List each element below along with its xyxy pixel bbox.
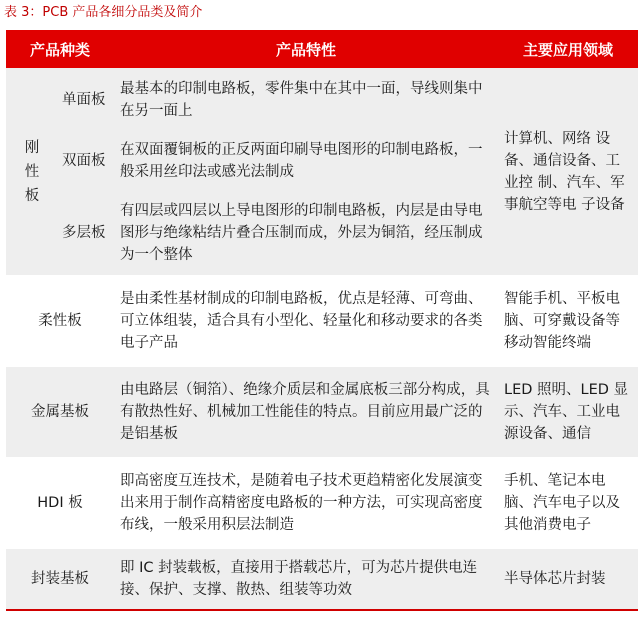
double-sided-label: 双面板 bbox=[58, 132, 114, 190]
table-row bbox=[6, 366, 638, 458]
table-row bbox=[6, 458, 638, 548]
double-sided-feature: 在双面覆铜板的正反两面印刷导电图形的印制电路板，一般采用丝印法或感光法制成 bbox=[114, 132, 498, 190]
package-substrate-label: 封装基板 bbox=[6, 548, 114, 610]
rigid-board-application: 计算机、网络 设备、通信设备、工业控 制、汽车、军事航空等电 子设备 bbox=[498, 68, 638, 276]
header-application: 主要应用领域 bbox=[498, 30, 638, 68]
package-substrate-application: 半导体芯片封装 bbox=[498, 548, 638, 610]
metal-substrate-label: 金属基板 bbox=[6, 366, 114, 458]
header-type: 产品种类 bbox=[6, 30, 114, 68]
flexible-board-label: 柔性板 bbox=[6, 276, 114, 366]
flexible-board-application: 智能手机、平板电脑、可穿戴设备等移动智能终端 bbox=[498, 276, 638, 366]
header-feature: 产品特性 bbox=[114, 30, 498, 68]
pcb-category-table bbox=[6, 30, 638, 611]
table-row bbox=[6, 68, 638, 132]
hdi-board-label: HDI 板 bbox=[6, 458, 114, 548]
table-row bbox=[6, 548, 638, 610]
table-caption: 表 3：PCB 产品各细分品类及简介 bbox=[4, 5, 203, 20]
flexible-board-feature: 是由柔性基材制成的印制电路板，优点是轻薄、可弯曲、可立体组装，适合具有小型化、轻量化和移动要求的各类电子产品 bbox=[114, 276, 498, 366]
multilayer-label: 多层板 bbox=[58, 190, 114, 276]
package-substrate-feature: 即 IC 封装载板，直接用于搭载芯片，可为芯片提供电连接、保护、支撑、散热、组装等功效 bbox=[114, 548, 498, 610]
rigid-board-label: 刚性板 bbox=[6, 68, 58, 276]
single-sided-label: 单面板 bbox=[58, 68, 114, 132]
multilayer-feature: 有四层或四层以上导电图形的印制电路板，内层是由导电图形与绝缘粘结片叠合压制而成，外层为铜箔，经压制成为一个整体 bbox=[114, 190, 498, 276]
table-row bbox=[6, 276, 638, 366]
metal-substrate-feature: 由电路层（铜箔）、绝缘介质层和金属底板三部分构成，具有散热性好、机械加工性能佳的特点。目前应用最广泛的是铝基板 bbox=[114, 366, 498, 458]
hdi-board-application: 手机、笔记本电脑、汽车电子以及其他消费电子 bbox=[498, 458, 638, 548]
single-sided-feature: 最基本的印制电路板，零件集中在其中一面，导线则集中在另一面上 bbox=[114, 68, 498, 132]
hdi-board-feature: 即高密度互连技术，是随着电子技术更趋精密化发展演变出来用于制作高精密度电路板的一种方法，可实现高密度布线，一般采用积层法制造 bbox=[114, 458, 498, 548]
metal-substrate-application: LED 照明、LED 显示、汽车、工业电源设备、通信 bbox=[498, 366, 638, 458]
header-row bbox=[6, 30, 638, 68]
